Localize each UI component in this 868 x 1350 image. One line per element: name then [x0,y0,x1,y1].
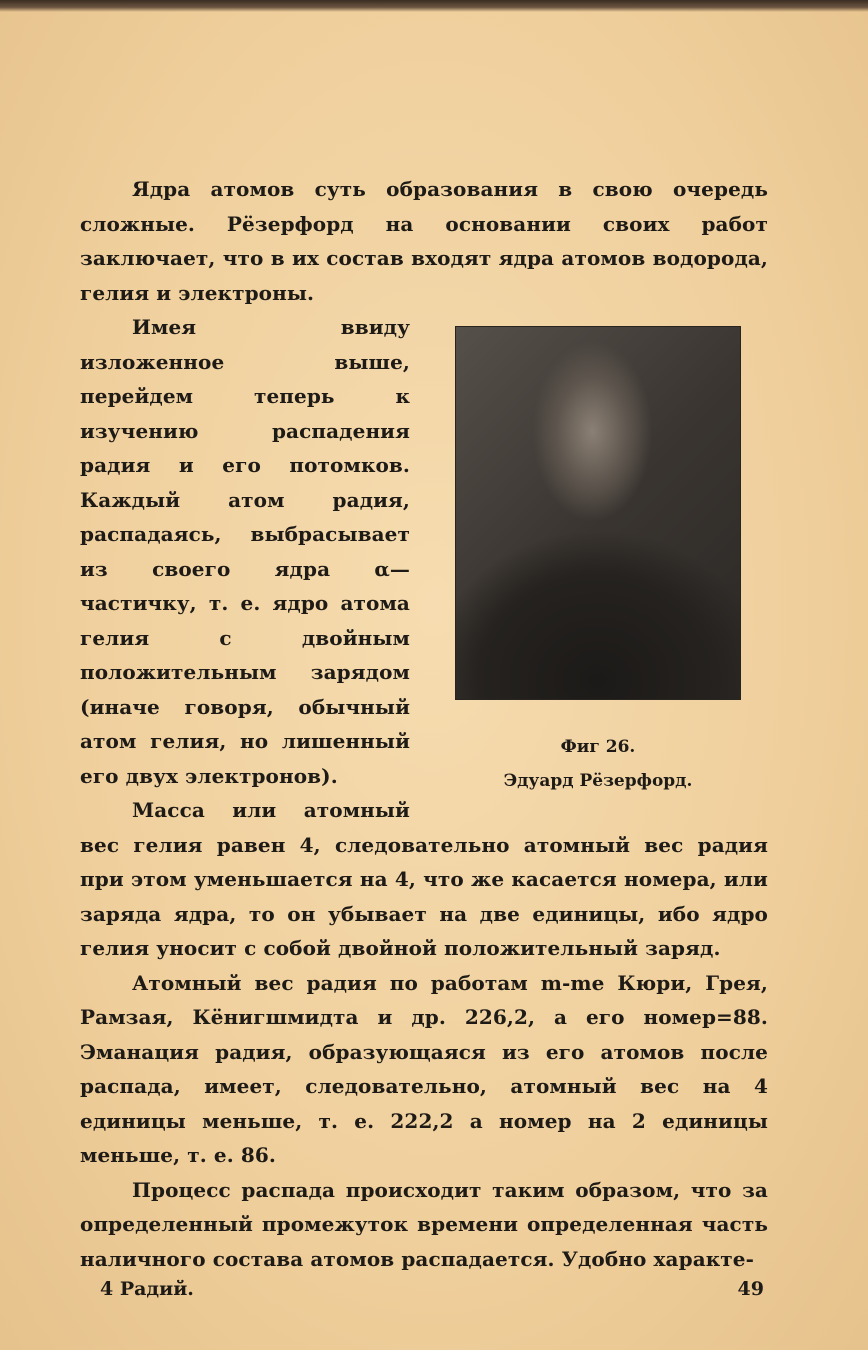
paragraph-3: Масса или атомный вес гелия равен 4, следовательно атомный вес радия при этом уменьшается на 4, что же касается номера, или заряда ядра, то он убывает на две единицы, ибо ядро гелия уносит с собой двойной положительный заряд. [80,798,768,960]
figure-number: Фиг 26. [560,737,636,757]
footer-signature: 4 Радий. [100,1278,194,1300]
page-number: 49 [737,1278,764,1300]
paragraph-2: Имея ввиду изложенное выше, перейдем теперь к изучению распадения радия и его потомков. Каждый атом радия, распадаясь, выбрасывает из своего ядра α—частичку, т. е. ядро атома гелия с двойным положительным зарядом (иначе говоря, обычный атом гелия, но лишенный его двух электронов). [80,315,410,788]
paragraph-4: Атомный вес радия по работам m-me Кюри, Грея, Рамзая, Кёнигшмидта и др. 226,2, а его номер=88. Эманация радия, образующаяся из его атомов после распада, имеет, следовательно, атомный вес на 4 единицы меньше, т. е. 222,2 а номер на 2 единицы меньше, т. е. 86. [80,970,768,1167]
page-footer [100,1278,764,1308]
paragraph-5: Процесс распада происходит таким образом, что за определенный промежуток времени определенная часть наличного состава атомов распадается. Удобно характе- [80,1177,768,1271]
portrait-photo [455,326,741,700]
figure-portrait [428,320,768,798]
scan-top-edge [0,0,868,12]
page-body [80,172,768,1276]
figure-caption [428,730,768,798]
paragraph-1: Ядра атомов суть образования в свою очередь сложные. Рёзерфорд на основании своих работ заключает, что в их состав входят ядра атомов водорода, гелия и электроны. [80,177,768,305]
figure-name: Эдуард Рёзерфорд. [503,771,693,791]
